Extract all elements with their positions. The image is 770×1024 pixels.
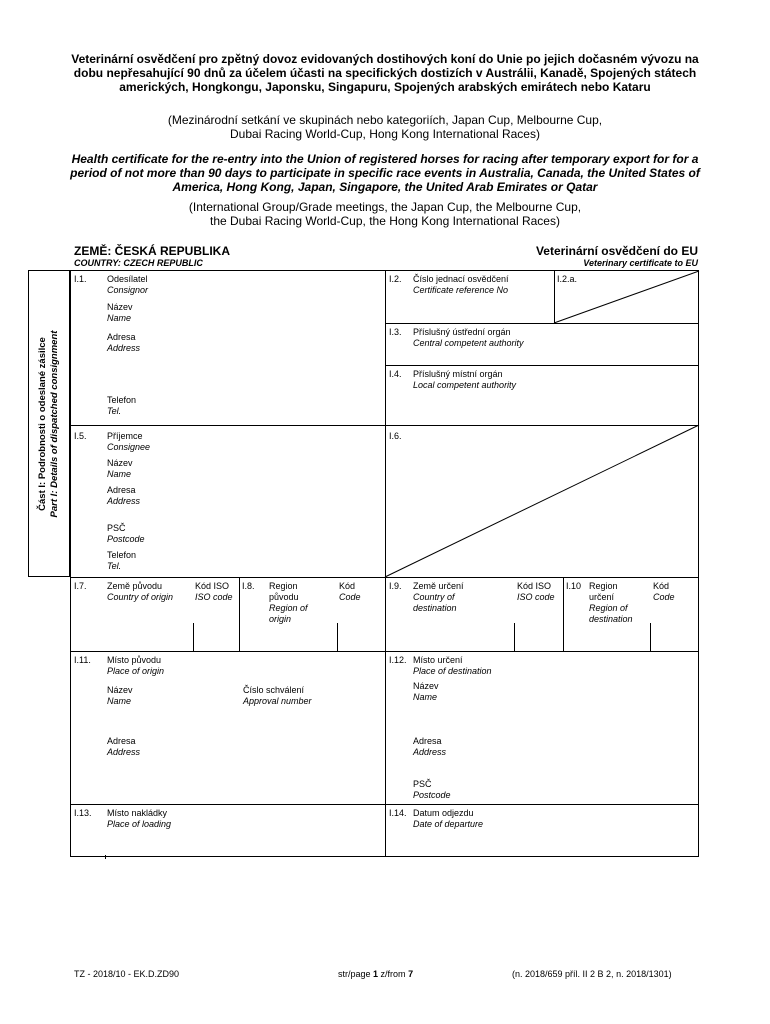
side-label-en: Part I: Details of dispatched consignment <box>49 330 60 517</box>
i2-label-en: Certificate reference No <box>413 285 509 295</box>
i12-label <box>413 655 492 677</box>
i12-name-label-en: Name <box>413 692 438 702</box>
subtitle-en-line1: (International Group/Grade meetings, the Japan Cup, the Melbourne Cup, <box>188 200 582 214</box>
i13-number: I.13. <box>74 808 92 818</box>
certificate-title-cz: Veterinární osvědčení do EU <box>535 244 698 258</box>
i12-name-field[interactable] <box>413 681 439 703</box>
i10-label-en1: Region of <box>589 603 628 613</box>
i2a-number: I.2.a. <box>557 274 578 284</box>
i5-name-label-en: Name <box>107 469 132 479</box>
country-cz: ZEMĚ: ČESKÁ REPUBLIKA <box>74 244 231 258</box>
i5-label-cz: Příjemce <box>107 431 143 441</box>
i11-address-label-cz: Adresa <box>107 736 136 746</box>
i3-field[interactable] <box>413 327 524 349</box>
i2-number: I.2. <box>389 274 402 284</box>
i9-label-en2: destination <box>413 603 457 613</box>
i11-approval-label-en: Approval number <box>243 696 312 706</box>
i8-label-en1: Region of <box>269 603 308 613</box>
i11-approval-label-cz: Číslo schválení <box>243 685 305 695</box>
i2-field[interactable] <box>413 274 509 296</box>
i5-postcode-label-en: Postcode <box>107 534 145 544</box>
address-label-cz: Adresa <box>107 332 136 342</box>
subtitle-en-line2: the Dubai Racing World-Cup, the Hong Kong International Races) <box>210 214 560 228</box>
i5-address-label-en: Address <box>107 496 141 506</box>
i5-label-en: Consignee <box>107 442 151 452</box>
i5-name-field[interactable] <box>107 458 133 480</box>
i12-name-label-cz: Název <box>413 681 439 691</box>
i8-number: I.8. <box>242 581 255 591</box>
address-label-en: Address <box>107 343 141 353</box>
i6-strike <box>385 425 699 577</box>
i9-iso-field[interactable] <box>517 581 555 603</box>
i8-code-field[interactable] <box>339 581 361 603</box>
i3-number: I.3. <box>389 327 402 337</box>
i5-label <box>107 431 150 453</box>
i10-field[interactable] <box>589 581 633 625</box>
i7-field[interactable] <box>107 581 173 603</box>
name-label-en: Name <box>107 313 132 323</box>
i1-address-field[interactable] <box>107 332 140 354</box>
i14-field[interactable] <box>413 808 483 830</box>
i10-number: I.10 <box>566 581 582 591</box>
tel-label-cz: Telefon <box>107 395 137 405</box>
i8-label-cz2: původu <box>269 592 299 602</box>
i5-postcode-field[interactable] <box>107 523 145 545</box>
i7-iso-label-cz: Kód ISO <box>195 581 230 591</box>
i10-code-label-en: Code <box>653 592 675 602</box>
i4-field[interactable] <box>413 369 516 391</box>
title-cz: Veterinární osvědčení pro zpětný dovoz evidovaných dostihových koní do Unie po jejich dočasném vývozu na dobu nepřesahující 90 dnů za účelem účasti na specifických dostizích v Austrálii, Kanadě, Spojených státech amerických, Hongkongu, Japonsku, Singapuru, Spojených arabských emirátech nebo Kataru <box>71 52 699 94</box>
i5-tel-label-en: Tel. <box>107 561 122 571</box>
i11-address-field[interactable] <box>107 736 140 758</box>
page-current: 1 <box>373 969 379 979</box>
subtitle-en <box>60 200 710 228</box>
i10-label-en2: destination <box>589 614 633 624</box>
i9-label-cz: Země určení <box>413 581 464 591</box>
i2-label-cz: Číslo jednací osvědčení <box>413 274 509 284</box>
i1-label <box>107 274 148 296</box>
i7-iso-label-en: ISO code <box>195 592 233 602</box>
i9-number: I.9. <box>389 581 402 591</box>
i10-label-cz1: Region <box>589 581 618 591</box>
i1-tel-field[interactable] <box>107 395 136 417</box>
i10-label-cz2: určení <box>589 592 615 602</box>
i8-code-label-cz: Kód <box>339 581 356 591</box>
i14-label-en: Date of departure <box>413 819 484 829</box>
i3-label-en: Central competent authority <box>413 338 524 348</box>
i7-label-en: Country of origin <box>107 592 174 602</box>
i1-label-en: Consignor <box>107 285 149 295</box>
i5-tel-field[interactable] <box>107 550 136 572</box>
i11-name-label-en: Name <box>107 696 132 706</box>
i8-code-label-en: Code <box>339 592 361 602</box>
i5-address-field[interactable] <box>107 485 140 507</box>
i5-number: I.5. <box>74 431 87 441</box>
i13-label-en: Place of loading <box>107 819 172 829</box>
i12-address-label-cz: Adresa <box>413 736 442 746</box>
side-label-text <box>37 330 61 517</box>
i10-code-label-cz: Kód <box>653 581 670 591</box>
side-label-cz: Část I: Podrobnosti o odeslané zásilce <box>37 336 48 511</box>
i12-number: I.12. <box>389 655 407 665</box>
i9-label-en1: Country of <box>413 592 455 602</box>
subtitle-cz <box>60 113 710 141</box>
footer-doc-code: TZ - 2018/10 - EK.D.ZD90 <box>74 969 180 979</box>
i9-field[interactable] <box>413 581 464 614</box>
subtitle-cz-line2: Dubai Racing World-Cup, Hong Kong International Races) <box>230 127 540 141</box>
i12-address-field[interactable] <box>413 736 446 758</box>
i13-label-cz: Místo nakládky <box>107 808 168 818</box>
i7-label-cz: Země původu <box>107 581 163 591</box>
footer-page-number <box>338 969 413 979</box>
i12-postcode-label-en: Postcode <box>413 790 451 800</box>
i4-label-cz: Příslušný místní orgán <box>413 369 503 379</box>
footer-legal-reference: (n. 2018/659 příl. II 2 B 2, n. 2018/1301) <box>512 969 672 979</box>
i13-field[interactable] <box>107 808 171 830</box>
i11-number: I.11. <box>74 655 91 665</box>
i11-label-en: Place of origin <box>107 666 165 676</box>
i12-address-label-en: Address <box>413 747 447 757</box>
i6-number: I.6. <box>389 431 402 441</box>
i12-postcode-field[interactable] <box>413 779 451 801</box>
i5-tel-label-cz: Telefon <box>107 550 137 560</box>
i1-number: I.1. <box>74 274 87 284</box>
i8-label-cz1: Region <box>269 581 298 591</box>
i11-label-cz: Místo původu <box>107 655 162 665</box>
i14-number: I.14. <box>389 808 407 818</box>
i12-label-cz: Místo určení <box>413 655 463 665</box>
i9-iso-label-en: ISO code <box>517 592 555 602</box>
subtitle-cz-line1: (Mezinárodní setkání ve skupinách nebo kategoriích, Japan Cup, Melbourne Cup, <box>167 113 603 127</box>
i9-iso-label-cz: Kód ISO <box>517 581 552 591</box>
i11-approval-field[interactable] <box>243 685 312 707</box>
title-en: Health certificate for the re-entry into the Union of registered horses for racing after temporary export for for a period of not more than 90 days to participate in specific race events in Australia, Canada, the United States of America, Hong Kong, Japan, Singapore, the United Arab Emirates or Qatar <box>70 152 700 194</box>
i7-number: I.7. <box>74 581 87 591</box>
i10-code-field[interactable] <box>653 581 675 603</box>
i8-label-en2: origin <box>269 614 292 624</box>
i4-label-en: Local competent authority <box>413 380 517 390</box>
i4-number: I.4. <box>389 369 402 379</box>
i1-name-field[interactable] <box>107 302 133 324</box>
i5-postcode-label-cz: PSČ <box>107 523 126 533</box>
i11-name-label-cz: Název <box>107 685 133 695</box>
page-total: 7 <box>408 969 414 979</box>
i3-label-cz: Příslušný ústřední orgán <box>413 327 511 337</box>
diagonal-strikes <box>71 271 700 858</box>
page-prefix: str/page <box>338 969 374 979</box>
i8-field[interactable] <box>269 581 308 625</box>
i5-address-label-cz: Adresa <box>107 485 136 495</box>
i11-name-field[interactable] <box>107 685 133 707</box>
i11-label <box>107 655 164 677</box>
part-one-side-label <box>28 270 70 577</box>
i1-label-cz: Odesílatel <box>107 274 148 284</box>
tel-label-en: Tel. <box>107 406 122 416</box>
i7-iso-field[interactable] <box>195 581 233 603</box>
i14-label-cz: Datum odjezdu <box>413 808 474 818</box>
certificate-form <box>70 270 699 857</box>
country-en: COUNTRY: CZECH REPUBLIC <box>74 258 203 268</box>
page-mid: z/from <box>378 969 409 979</box>
i12-postcode-label-cz: PSČ <box>413 779 432 789</box>
i11-address-label-en: Address <box>107 747 141 757</box>
i12-label-en: Place of destination <box>413 666 492 676</box>
certificate-title-en: Veterinary certificate to EU <box>583 258 698 268</box>
name-label-cz: Název <box>107 302 133 312</box>
i5-name-label-cz: Název <box>107 458 133 468</box>
